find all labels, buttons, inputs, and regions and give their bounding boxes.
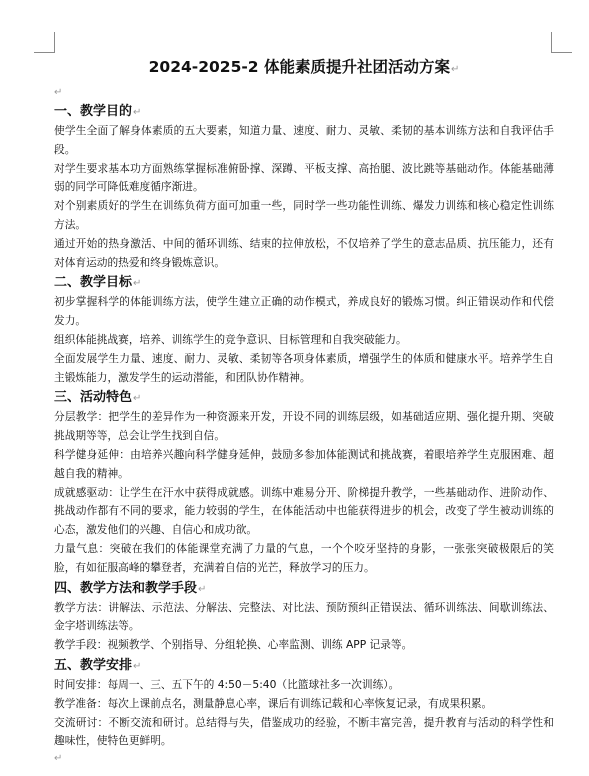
paragraph-mark-icon: ↵	[133, 660, 142, 672]
section-heading	[54, 656, 554, 676]
paragraph: 初步掌握科学的体能训练方法，使学生建立正确的动作模式，养成良好的锻炼习惯。纠正错误动作和代偿发力。	[54, 295, 554, 328]
paragraph: 分层教学：把学生的差异作为一种资源来开发，开设不同的训练层级，如基础适应期、强化提升期、突破挑战期等等，总会让学生找到自信。	[54, 410, 554, 443]
section-heading-text: 二、教学目标	[54, 275, 133, 291]
document-title	[54, 56, 554, 81]
section-heading-text: 五、教学安排	[54, 657, 133, 673]
paragraph: 使学生全面了解身体素质的五大要素，知道力量、速度、耐力、灵敏、柔韧的基本训练方法和自我评估手段。	[54, 124, 554, 156]
paragraph-mark-icon: ↵	[133, 107, 142, 118]
paragraph-mark-icon: ↵	[133, 393, 142, 405]
paragraph: 成就感驱动：让学生在汗水中获得成就感。训练中难易分开、阶梯提升教学，一些基础动作、进阶动作、挑战动作都有不同的要求，能力较弱的学生，在体能活动中也能获得进步的机会，改变了学生被动训练的心态，激发他们的兴趣、自信心和成功欲。	[54, 485, 554, 537]
paragraph: 教学方法：讲解法、示范法、分解法、完整法、对比法、预防预纠正错误法、循环训练法、间歇训练法、金字塔训练法等。	[54, 600, 554, 633]
section-heading	[54, 388, 554, 408]
paragraph: 对学生要求基本功方面熟练掌握标准俯卧撑、深蹲、平板支撑、高抬腿、波比跳等基础动作。体能基础薄弱的同学可降低难度循序渐进。	[54, 161, 554, 194]
paragraph-mark-icon: ↵	[450, 64, 460, 75]
paragraph: 通过开始的热身激活、中间的循环训练、结束的拉伸放松，不仅培养了学生的意志品质、抗压能力，还有对体育运动的热爱和终身锻炼意识。	[54, 236, 554, 269]
paragraph: 力量气息：突破在我们的体能课堂充满了力量的气息，一个个咬牙坚持的身影，一张张突破极限后的笑脸，有如征服高峰的攀登者，充满着自信的光芒，释放学习的压力。	[54, 541, 554, 574]
section-heading-text: 四、教学方法和教学手段	[54, 580, 198, 596]
paragraph-mark-icon: ↵	[133, 278, 142, 290]
section-heading	[54, 273, 554, 293]
paragraph-mark-icon: ↵	[54, 753, 63, 765]
paragraph: 教学手段：视频教学、个别指导、分组轮换、心率监测、训练 APP 记录等。	[54, 638, 413, 652]
paragraph: 对个别素质好的学生在训练负荷方面可加重一些，同时学一些功能性训练、爆发力训练和核心稳定性训练方法。	[54, 199, 554, 231]
document-page	[54, 54, 554, 767]
section-heading	[54, 579, 554, 599]
document-title-text: 2024-2025-2 体能素质提升社团活动方案	[148, 58, 450, 76]
paragraph: 科学健身延伸：由培养兴趣向科学健身延伸，鼓励多参加体能测试和挑战赛，着眼培养学生克服困难、超越自我的精神。	[54, 447, 554, 480]
section-heading	[54, 102, 554, 122]
paragraph-mark-icon: ↵	[198, 583, 207, 595]
page-corner-mark-top-left	[34, 32, 55, 53]
section-heading-text: 三、活动特色	[54, 390, 133, 406]
paragraph: 全面发展学生力量、速度、耐力、灵敏、柔韧等各项身体素质，增强学生的体质和健康水平。培养学生自主锻炼能力，激发学生的运动潜能，和团队协作精神。	[54, 351, 554, 384]
empty-paragraph	[54, 751, 554, 767]
empty-paragraph	[54, 85, 554, 101]
section-heading-text: 一、教学目的	[54, 104, 133, 119]
paragraph-mark-icon: ↵	[54, 87, 63, 98]
paragraph: 组织体能挑战赛，培养、训练学生的竞争意识、目标管理和自我突破能力。	[54, 332, 407, 346]
page-corner-mark-top-right	[551, 32, 572, 53]
paragraph: 时间安排：每周一、三、五下午的 4:50－5:40（比篮球社多一次训练）。	[54, 677, 400, 691]
paragraph: 教学准备：每次上课前点名，测量静息心率，课后有训练记载和心率恢复记录，有成果积累。	[54, 696, 493, 710]
paragraph: 交流研讨：不断交流和研讨。总结得与失，借鉴成功的经验，不断丰富完善，提升教育与活动的科学性和趣味性，使特色更鲜明。	[54, 715, 554, 748]
